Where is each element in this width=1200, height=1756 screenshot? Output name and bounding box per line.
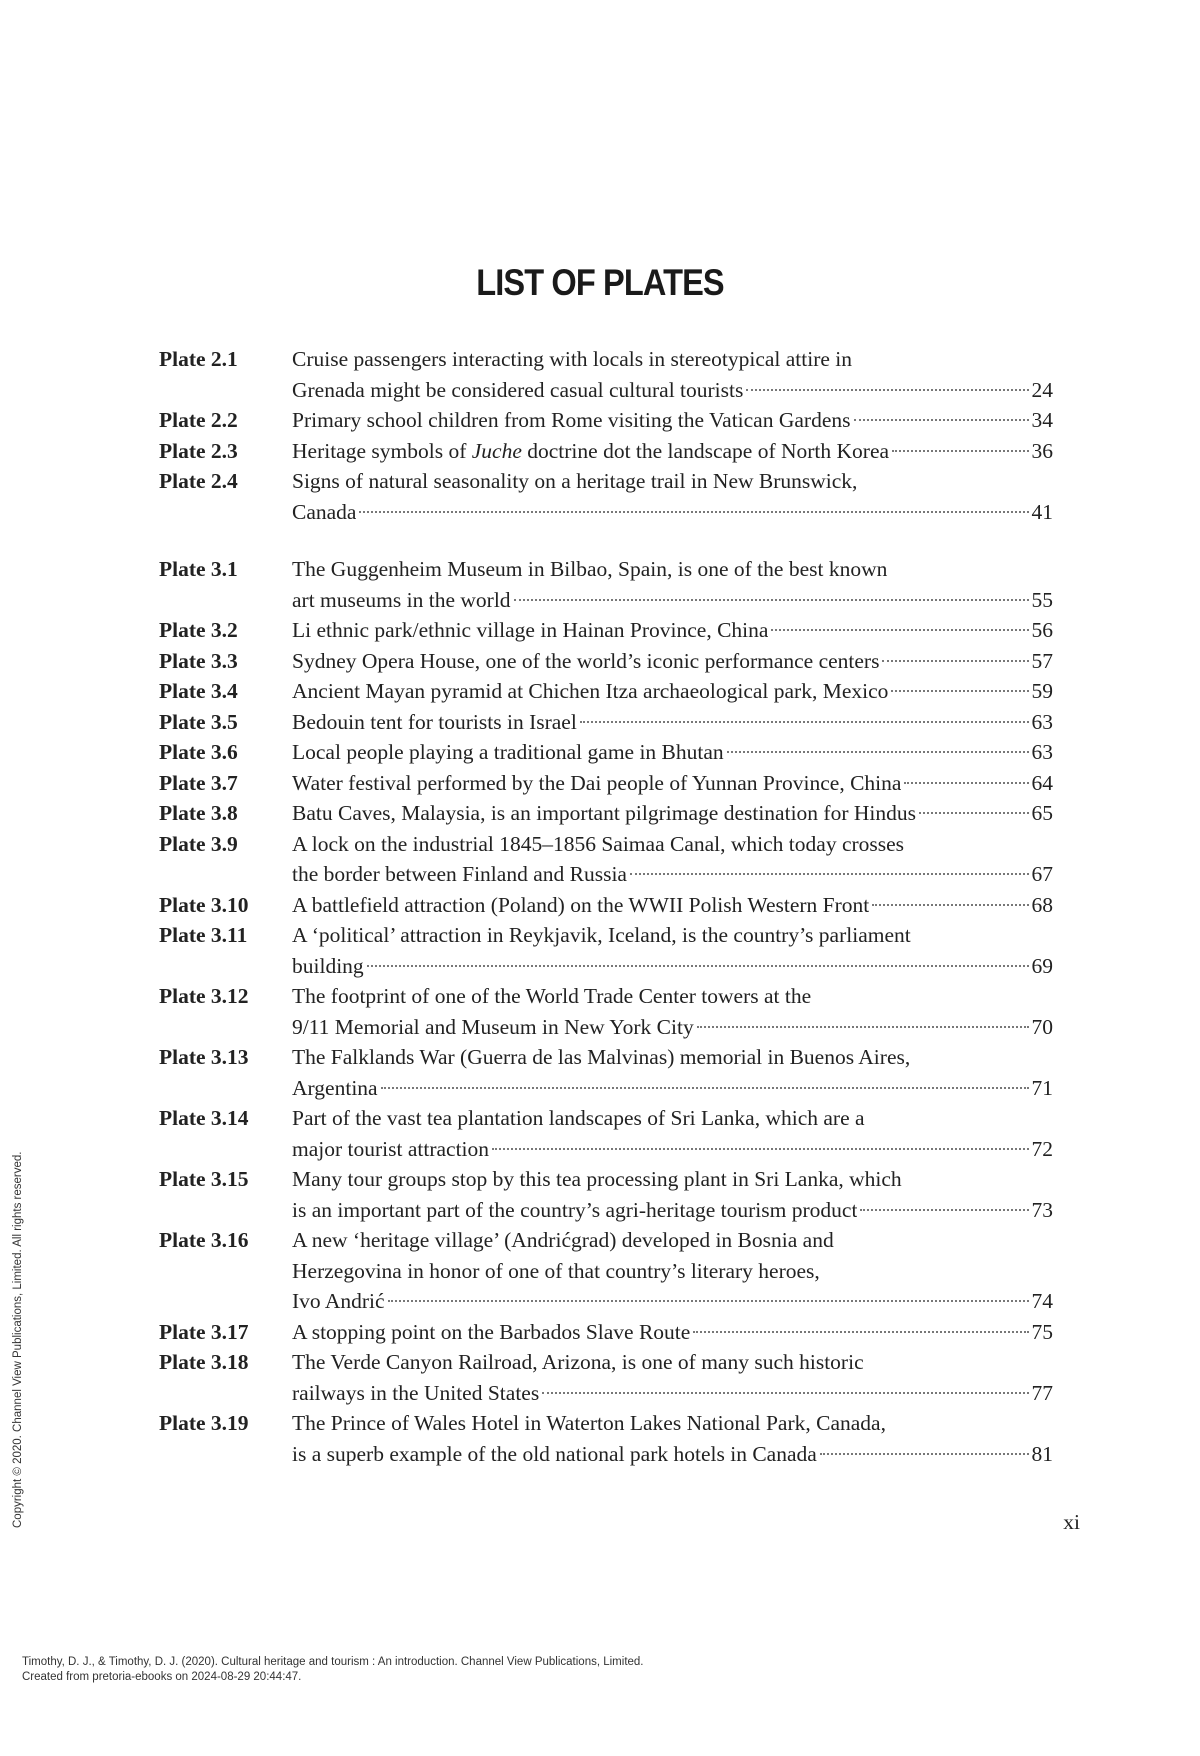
- plate-caption-line: The Verde Canyon Railroad, Arizona, is one of many such historic: [292, 1350, 864, 1374]
- plate-label: Plate 3.3: [159, 648, 238, 673]
- plate-label: Plate 3.12: [159, 984, 249, 1008]
- plate-caption: A stopping point on the Barbados Slave Route: [292, 1319, 691, 1344]
- page-ref: 74: [1031, 1289, 1053, 1313]
- plate-caption-line: A ‘political’ attraction in Reykjavik, Iceland, is the country’s parliament: [292, 923, 911, 947]
- plate-entry: [159, 1103, 1053, 1164]
- plate-entry: [159, 890, 1053, 921]
- dot-leader: [854, 418, 1029, 421]
- plate-entry: [159, 1042, 1053, 1103]
- plate-label: Plate 2.1: [159, 347, 238, 371]
- plate-label: Plate 2.2: [159, 408, 238, 432]
- plate-caption: is an important part of the country’s agri-heritage tourism product: [292, 1197, 858, 1222]
- plate-caption-line: Many tour groups stop by this tea processing plant in Sri Lanka, which: [292, 1167, 902, 1191]
- citation-line: Timothy, D. J., & Timothy, D. J. (2020). Cultural heritage and tourism : An introduction. Channel View Publications, Limited.: [22, 1656, 644, 1668]
- page-ref: 24: [1031, 377, 1053, 402]
- plate-caption-line: The Guggenheim Museum in Bilbao, Spain, is one of the best known: [292, 557, 888, 581]
- plate-label: Plate 3.16: [159, 1228, 249, 1252]
- plate-caption: Argentina: [292, 1075, 378, 1100]
- plate-caption: Primary school children from Rome visiting the Vatican Gardens: [292, 408, 851, 432]
- page-ref: 41: [1031, 499, 1053, 524]
- plate-label: Plate 3.18: [159, 1350, 249, 1374]
- dot-leader: [860, 1208, 1028, 1211]
- plate-label: Plate 3.6: [159, 740, 238, 764]
- plate-caption-line: Signs of natural seasonality on a heritage trail in New Brunswick,: [292, 469, 858, 493]
- dot-leader: [492, 1147, 1028, 1150]
- plate-label: Plate 3.13: [159, 1045, 249, 1069]
- dot-leader: [359, 510, 1028, 513]
- plate-entry: [159, 920, 1053, 981]
- plate-label: Plate 2.4: [159, 469, 238, 493]
- plate-caption: Heritage symbols of Juche doctrine dot the landscape of North Korea: [292, 438, 890, 463]
- plate-entry: [159, 829, 1053, 890]
- plate-caption: Grenada might be considered casual cultural tourists: [292, 377, 744, 402]
- plate-caption: Bedouin tent for tourists in Israel: [292, 709, 577, 734]
- dot-leader: [746, 388, 1028, 391]
- plate-entry: [159, 615, 1053, 646]
- plate-caption-line: Herzegovina in honor of one of that country’s literary heroes,: [292, 1258, 820, 1283]
- plate-entry: [159, 768, 1053, 799]
- page-ref: 57: [1031, 648, 1053, 673]
- plate-caption-line: A lock on the industrial 1845–1856 Saimaa Canal, which today crosses: [292, 831, 905, 856]
- plate-entry: [159, 798, 1053, 829]
- plate-entry: [159, 466, 1053, 527]
- plate-label: Plate 3.2: [159, 618, 238, 642]
- plate-entry: [159, 676, 1053, 707]
- dot-leader: [727, 750, 1029, 753]
- plate-caption: Canada: [292, 499, 357, 524]
- dot-leader: [580, 720, 1029, 723]
- page-ref: 73: [1031, 1197, 1053, 1222]
- page-ref: 36: [1031, 438, 1053, 463]
- page-ref: 77: [1031, 1380, 1053, 1405]
- plate-caption-line: The footprint of one of the World Trade Center towers at the: [292, 984, 812, 1008]
- plate-caption: building: [292, 953, 364, 978]
- plate-entry: [159, 436, 1053, 467]
- dot-leader: [381, 1086, 1029, 1089]
- dot-leader: [693, 1330, 1028, 1333]
- plate-caption-line: Cruise passengers interacting with locals in stereotypical attire in: [292, 347, 853, 371]
- plate-label: Plate 3.17: [159, 1319, 249, 1344]
- plate-entry: [159, 646, 1053, 677]
- plate-label: Plate 3.19: [159, 1411, 249, 1435]
- page-ref: 63: [1031, 740, 1053, 764]
- plate-entry: [159, 1164, 1053, 1225]
- plate-caption: Ancient Mayan pyramid at Chichen Itza archaeological park, Mexico: [292, 679, 889, 703]
- plate-caption-line: Part of the vast tea plantation landscapes of Sri Lanka, which are a: [292, 1106, 865, 1130]
- plate-caption: Local people playing a traditional game in Bhutan: [292, 740, 724, 764]
- plates-list: [159, 344, 1053, 1469]
- created-line: Created from pretoria-ebooks on 2024-08-29 20:44:47.: [22, 1671, 302, 1683]
- dot-leader: [904, 781, 1028, 784]
- copyright-notice: Copyright © 2020. Channel View Publications, Limited. All rights reserved.: [12, 1151, 24, 1528]
- plate-entry: [159, 1347, 1053, 1408]
- page-ref: 64: [1031, 770, 1053, 795]
- plate-caption: the border between Finland and Russia: [292, 862, 627, 886]
- page-ref: 59: [1031, 679, 1053, 703]
- plate-entry: [159, 344, 1053, 405]
- dot-leader: [388, 1299, 1029, 1302]
- page-ref: 75: [1031, 1319, 1053, 1344]
- dot-leader: [542, 1391, 1028, 1394]
- page-number: xi: [1063, 1510, 1080, 1534]
- plate-caption-line: The Prince of Wales Hotel in Waterton Lakes National Park, Canada,: [292, 1411, 886, 1435]
- dot-leader: [891, 689, 1028, 692]
- plate-label: Plate 3.8: [159, 801, 238, 825]
- plate-caption: art museums in the world: [292, 587, 511, 612]
- page-ref: 68: [1031, 892, 1053, 917]
- page-ref: 81: [1031, 1441, 1053, 1466]
- dot-leader: [514, 598, 1029, 601]
- plate-caption: A battlefield attraction (Poland) on the WWII Polish Western Front: [292, 892, 870, 917]
- page-ref: 55: [1031, 587, 1053, 612]
- plate-label: Plate 3.15: [159, 1167, 249, 1191]
- plate-caption-line: The Falklands War (Guerra de las Malvinas) memorial in Buenos Aires,: [292, 1045, 911, 1069]
- page-ref: 56: [1031, 618, 1053, 642]
- dot-leader: [919, 811, 1029, 814]
- plate-caption: is a superb example of the old national park hotels in Canada: [292, 1441, 817, 1466]
- dot-leader: [367, 964, 1029, 967]
- page-ref: 63: [1031, 709, 1053, 734]
- plate-caption: Li ethnic park/ethnic village in Hainan Province, China: [292, 618, 769, 642]
- page-ref: 67: [1031, 862, 1053, 886]
- dot-leader: [820, 1452, 1029, 1455]
- italic-term: Juche: [471, 438, 522, 463]
- dot-leader: [630, 872, 1029, 875]
- dot-leader: [771, 628, 1028, 631]
- plate-label: Plate 3.4: [159, 679, 238, 703]
- plate-label: Plate 3.10: [159, 892, 249, 917]
- plate-caption: Ivo Andrić: [292, 1289, 385, 1313]
- plate-entry: [159, 1408, 1053, 1469]
- plate-label: Plate 3.14: [159, 1106, 249, 1130]
- plate-entry: [159, 405, 1053, 436]
- plate-label: Plate 3.5: [159, 709, 238, 734]
- page-ref: 65: [1031, 801, 1053, 825]
- dot-leader: [882, 659, 1028, 662]
- plate-entry: [159, 1225, 1053, 1317]
- page-ref: 34: [1031, 408, 1053, 432]
- page-ref: 70: [1031, 1014, 1053, 1039]
- page-ref: 71: [1031, 1075, 1053, 1100]
- dot-leader: [697, 1025, 1029, 1028]
- plate-caption: Sydney Opera House, one of the world’s iconic performance centers: [292, 648, 880, 673]
- page-ref: 69: [1031, 953, 1053, 978]
- plate-caption: railways in the United States: [292, 1380, 540, 1405]
- dot-leader: [872, 903, 1028, 906]
- page-ref: 72: [1031, 1136, 1053, 1161]
- dot-leader: [892, 449, 1028, 452]
- plate-entry: [159, 981, 1053, 1042]
- plate-label: Plate 3.7: [159, 770, 238, 795]
- plate-entry: [159, 1317, 1053, 1348]
- citation-footer: [22, 1655, 644, 1685]
- plate-label: Plate 2.3: [159, 438, 238, 463]
- plate-label: Plate 3.11: [159, 923, 248, 947]
- plate-entry: [159, 554, 1053, 615]
- plate-caption: 9/11 Memorial and Museum in New York City: [292, 1014, 694, 1039]
- plate-label: Plate 3.9: [159, 831, 238, 856]
- plate-entry: [159, 737, 1053, 768]
- plate-caption-line: A new ‘heritage village’ (Andrićgrad) developed in Bosnia and: [292, 1228, 834, 1252]
- plate-label: Plate 3.1: [159, 557, 238, 581]
- plate-caption: Water festival performed by the Dai people of Yunnan Province, China: [292, 770, 902, 795]
- plate-entry: [159, 707, 1053, 738]
- page-title: LIST OF PLATES: [476, 262, 724, 303]
- plate-caption: major tourist attraction: [292, 1136, 490, 1161]
- plate-caption: Batu Caves, Malaysia, is an important pilgrimage destination for Hindus: [292, 801, 916, 825]
